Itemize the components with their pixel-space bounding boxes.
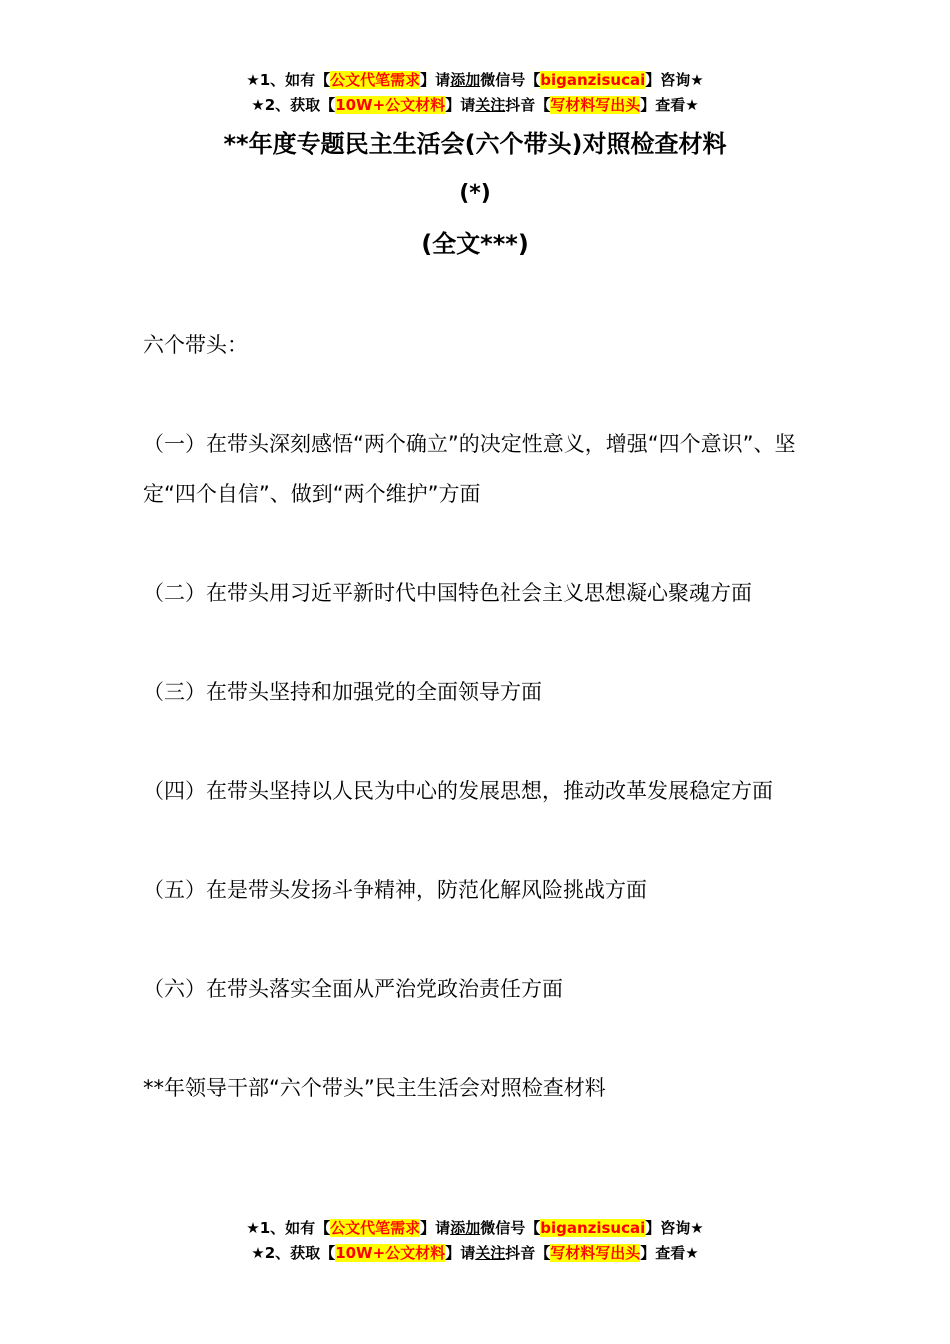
document-body <box>143 320 808 1162</box>
banner-highlight: 公文代笔需求 <box>330 1219 421 1237</box>
closing-line: **年领导干部“六个带头”民主生活会对照检查材料 <box>143 1076 606 1100</box>
list-item: （四）在带头坚持以人民为中心的发展思想，推动改革发展稳定方面 <box>143 779 773 803</box>
title-block <box>0 124 950 264</box>
document-subtitle-full: (全文***) <box>421 230 529 258</box>
banner-line-1 <box>0 1216 950 1241</box>
banner-line-1 <box>0 68 950 93</box>
banner-text: 】查看★ <box>640 1244 699 1262</box>
list-item: （五）在是带头发扬斗争精神，防范化解风险挑战方面 <box>143 878 647 902</box>
banner-text: 抖音【 <box>505 1244 551 1262</box>
banner-text: 】请 <box>445 1244 476 1262</box>
banner-text: 】请 <box>445 96 476 114</box>
list-item: （一）在带头深刻感悟“两个确立”的决定性意义，增强“四个意识”、坚定“四个自信”、做到“两个维护”方面 <box>143 432 796 506</box>
banner-text: 】查看★ <box>640 96 699 114</box>
banner-text: 微信号【 <box>480 1219 541 1237</box>
banner-text: 】咨询★ <box>645 71 704 89</box>
banner-underline: 关注 <box>475 1244 506 1262</box>
bottom-banner <box>0 1216 950 1266</box>
banner-text: 抖音【 <box>505 96 551 114</box>
banner-text: 】咨询★ <box>645 1219 704 1237</box>
intro-line: 六个带头： <box>143 333 248 357</box>
banner-highlight: 10W+公文材料 <box>335 96 446 114</box>
banner-underline: 关注 <box>475 96 506 114</box>
banner-highlight: biganzisucai <box>540 71 646 89</box>
banner-line-2 <box>0 93 950 118</box>
top-banner <box>0 68 950 118</box>
banner-text: 】请 <box>420 1219 451 1237</box>
list-item: （六）在带头落实全面从严治党政治责任方面 <box>143 977 563 1001</box>
document-subtitle: (*) <box>459 181 491 206</box>
banner-highlight: 公文代笔需求 <box>330 71 421 89</box>
banner-text: ★2、获取【 <box>251 96 336 114</box>
banner-highlight: 写材料写出头 <box>550 96 641 114</box>
banner-text: ★1、如有【 <box>246 71 331 89</box>
banner-highlight: 写材料写出头 <box>550 1244 641 1262</box>
banner-highlight: biganzisucai <box>540 1219 646 1237</box>
banner-line-2 <box>0 1241 950 1266</box>
document-title: **年度专题民主生活会(六个带头)对照检查材料 <box>223 130 727 158</box>
banner-underline: 添加 <box>450 1219 481 1237</box>
banner-text: 】请 <box>420 71 451 89</box>
banner-highlight: 10W+公文材料 <box>335 1244 446 1262</box>
list-item: （三）在带头坚持和加强党的全面领导方面 <box>143 680 542 704</box>
banner-text: ★2、获取【 <box>251 1244 336 1262</box>
banner-underline: 添加 <box>450 71 481 89</box>
list-item: （二）在带头用习近平新时代中国特色社会主义思想凝心聚魂方面 <box>143 581 752 605</box>
banner-text: 微信号【 <box>480 71 541 89</box>
banner-text: ★1、如有【 <box>246 1219 331 1237</box>
